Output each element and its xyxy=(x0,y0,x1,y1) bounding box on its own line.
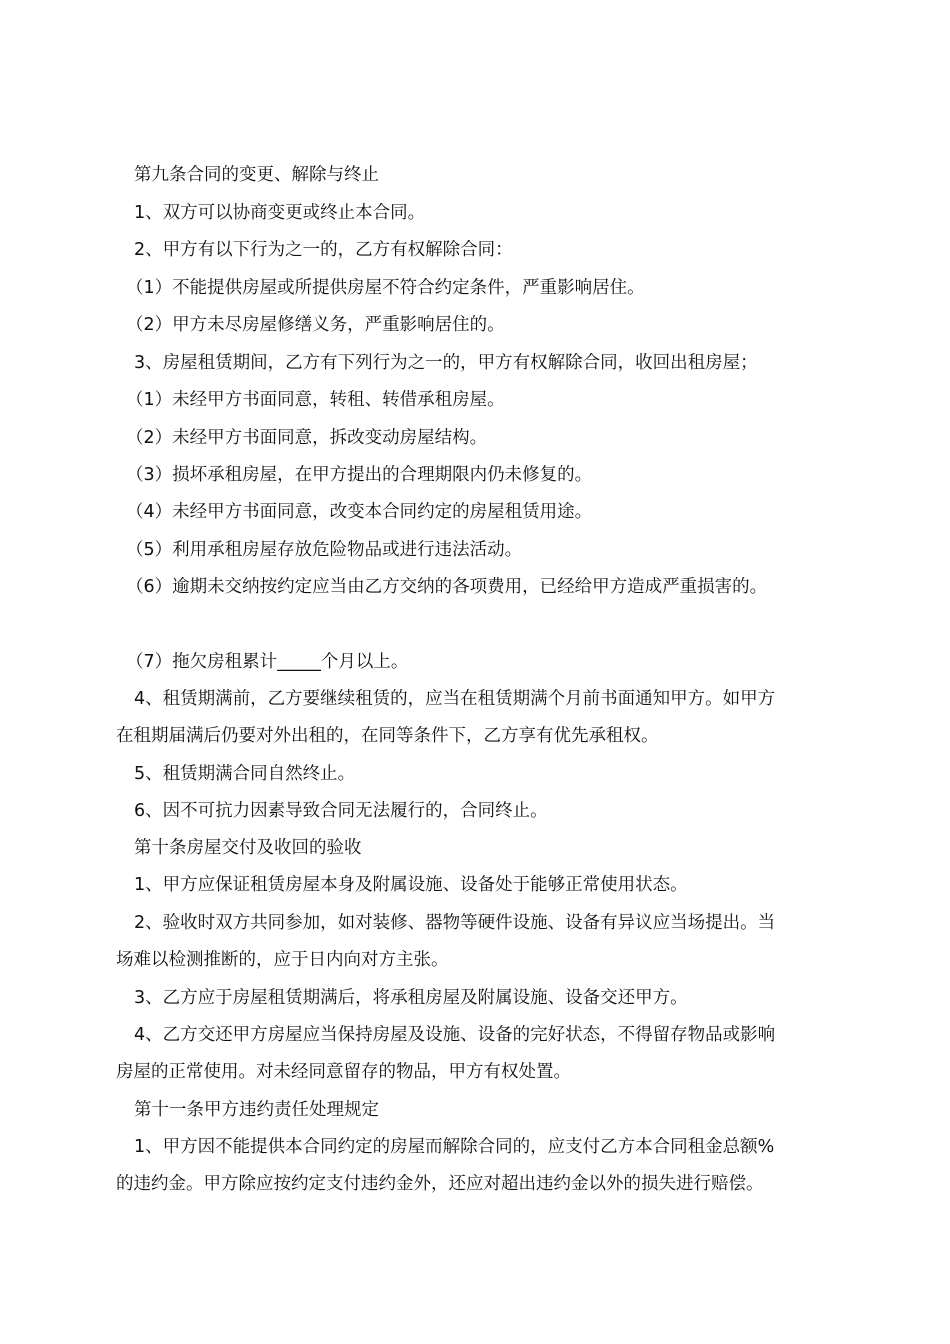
section-heading-9: 第九条合同的变更、解除与终止 xyxy=(134,165,379,185)
paragraph-continuation: 的违约金。甲方除应按约定支付违约金外，还应对超出违约金以外的损失进行赔偿。 xyxy=(116,1174,764,1194)
section-heading-11: 第十一条甲方违约责任处理规定 xyxy=(134,1100,379,1120)
paragraph-continuation: 场难以检测推断的，应于日内向对方主张。 xyxy=(116,950,449,970)
paragraph: 6、因不可抗力因素导致合同无法履行的，合同终止。 xyxy=(134,801,548,821)
paragraph: 2、验收时双方共同参加，如对装修、器物等硬件设施、设备有异议应当场提出。当 xyxy=(134,913,776,933)
paragraph: 2、甲方有以下行为之一的，乙方有权解除合同： xyxy=(134,240,513,260)
section-heading-10: 第十条房屋交付及收回的验收 xyxy=(134,838,362,858)
sub-item: （6）逾期未交纳按约定应当由乙方交纳的各项费用，已经给甲方造成严重损害的。 xyxy=(126,577,768,597)
paragraph: 1、甲方因不能提供本合同约定的房屋而解除合同的，应支付乙方本合同租金总额% xyxy=(134,1137,775,1157)
paragraph: 4、乙方交还甲方房屋应当保持房屋及设施、设备的完好状态，不得留存物品或影响 xyxy=(134,1025,776,1045)
sub-item: （1）不能提供房屋或所提供房屋不符合约定条件，严重影响居住。 xyxy=(126,278,645,298)
paragraph-continuation: 在租期届满后仍要对外出租的，在同等条件下，乙方享有优先承租权。 xyxy=(116,726,659,746)
paragraph-continuation: 房屋的正常使用。对未经同意留存的物品，甲方有权处置。 xyxy=(116,1062,571,1082)
sub-item: （5）利用承租房屋存放危险物品或进行违法活动。 xyxy=(126,540,523,560)
paragraph: 3、房屋租赁期间，乙方有下列行为之一的，甲方有权解除合同，收回出租房屋； xyxy=(134,353,758,373)
sub-item: （2）甲方未尽房屋修缮义务，严重影响居住的。 xyxy=(126,315,505,335)
sub-item: （1）未经甲方书面同意，转租、转借承租房屋。 xyxy=(126,390,505,410)
paragraph: 3、乙方应于房屋租赁期满后，将承租房屋及附属设施、设备交还甲方。 xyxy=(134,988,688,1008)
sub-item: （3）损坏承租房屋，在甲方提出的合理期限内仍未修复的。 xyxy=(126,465,593,485)
paragraph: 1、甲方应保证租赁房屋本身及附属设施、设备处于能够正常使用状态。 xyxy=(134,875,688,895)
paragraph: 5、租赁期满合同自然终止。 xyxy=(134,764,356,784)
sub-item: （7）拖欠房租累计_____个月以上。 xyxy=(126,652,409,672)
paragraph: 4、租赁期满前，乙方要继续租赁的，应当在租赁期满个月前书面通知甲方。如甲方 xyxy=(134,689,776,709)
paragraph: 1、双方可以协商变更或终止本合同。 xyxy=(134,203,426,223)
sub-item: （4）未经甲方书面同意，改变本合同约定的房屋租赁用途。 xyxy=(126,502,593,522)
sub-item: （2）未经甲方书面同意，拆改变动房屋结构。 xyxy=(126,428,488,448)
